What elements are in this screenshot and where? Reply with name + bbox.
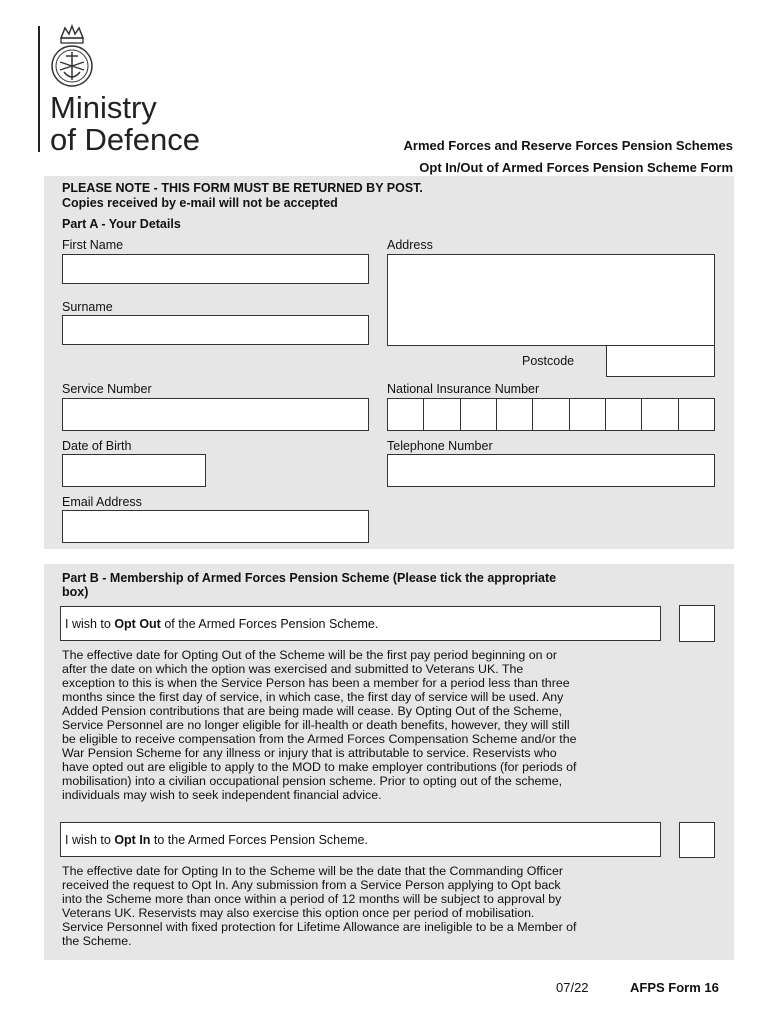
opt-in-text-line: Veterans UK. Reservists may also exercise this option once per period of mobilisation.: [62, 906, 535, 920]
surname-label: Surname: [62, 300, 113, 314]
opt-in-checkbox[interactable]: [679, 822, 715, 858]
opt-in-text-line: received the request to Opt In. Any submission from a Service Person applying to Opt back: [62, 878, 561, 892]
opt-out-text-line: The effective date for Opting Out of the Scheme will be the first pay period beginning on or: [62, 648, 557, 662]
opt-out-text-line: after the date on which the option was exercised and submitted to Veterans UK. The: [62, 662, 524, 676]
date-of-birth-label: Date of Birth: [62, 439, 132, 453]
opt-in-statement: [60, 822, 661, 857]
opt-out-keyword: Opt Out: [114, 617, 161, 631]
service-number-label: Service Number: [62, 382, 152, 396]
email-label: Email Address: [62, 495, 142, 509]
opt-in-text-line: into the Scheme more than once within a period of 12 months will be subject to approval by: [62, 892, 562, 906]
opt-in-text-line: the Scheme.: [62, 934, 132, 948]
form-title-line-2: Opt In/Out of Armed Forces Pension Scheme Form: [419, 160, 733, 175]
opt-out-text-line: Service Personnel are no longer eligible for ill-health or death benefits, however, they will still: [62, 718, 570, 732]
address-field[interactable]: [387, 254, 715, 346]
opt-in-text-line: Service Personnel with fixed protection for Lifetime Allowance are ineligible to be a Member of: [62, 920, 577, 934]
telephone-label: Telephone Number: [387, 439, 493, 453]
opt-out-text-line: individuals may wish to seek independent financial advice.: [62, 788, 382, 802]
telephone-field[interactable]: [387, 454, 715, 487]
opt-in-text-line: The effective date for Opting In to the Scheme will be the date that the Commanding Officer: [62, 864, 563, 878]
opt-out-text-line: exception to this is when the Service Person has been a member for a period less than three: [62, 676, 570, 690]
postcode-label: Postcode: [522, 354, 575, 368]
opt-in-suffix: to the Armed Forces Pension Scheme.: [150, 833, 368, 847]
ni-char-box[interactable]: [642, 399, 678, 430]
opt-in-prefix: I wish to: [65, 833, 115, 847]
ni-char-box[interactable]: [461, 399, 497, 430]
part-b-heading-line-2: box): [62, 585, 89, 599]
national-insurance-label: National Insurance Number: [387, 382, 540, 396]
ni-char-box[interactable]: [679, 399, 714, 430]
ni-char-box[interactable]: [424, 399, 460, 430]
date-of-birth-field[interactable]: [62, 454, 206, 487]
ni-char-box[interactable]: [497, 399, 533, 430]
opt-out-explanation: [62, 648, 702, 802]
ministry-of-defence-logo-text: [50, 92, 200, 156]
part-b-heading-line-1: Part B - Membership of Armed Forces Pension Scheme (Please tick the appropriate: [62, 571, 557, 585]
service-number-field[interactable]: [62, 398, 369, 431]
opt-out-text-line: War Pension Scheme for any illness or injury that is attributable to service. Reservists who: [62, 746, 557, 760]
email-field[interactable]: [62, 510, 369, 543]
opt-out-checkbox[interactable]: [679, 605, 715, 642]
opt-out-statement: [60, 606, 661, 641]
footer-date: 07/22: [556, 980, 589, 995]
logo-line-1: Ministry: [50, 90, 157, 125]
opt-out-text-line: have opted out are eligible to apply to the MOD to make employer contributions (for periods of: [62, 760, 577, 774]
opt-out-text-line: be eligible to receive compensation from the Armed Forces Compensation Scheme and/or the: [62, 732, 577, 746]
footer-form-id: AFPS Form 16: [630, 980, 719, 995]
surname-field[interactable]: [62, 315, 369, 345]
address-label: Address: [387, 238, 433, 252]
opt-out-prefix: I wish to: [65, 617, 115, 631]
first-name-label: First Name: [62, 238, 124, 252]
opt-out-text-line: Added Pension contributions that are being made will cease. By Opting Out of the Scheme,: [62, 704, 563, 718]
opt-in-keyword: Opt In: [114, 833, 151, 847]
first-name-field[interactable]: [62, 254, 369, 284]
ni-char-box[interactable]: [570, 399, 606, 430]
notice-line-2: Copies received by e-mail will not be accepted: [62, 196, 338, 210]
logo-divider: [38, 26, 40, 152]
notice-line-1: PLEASE NOTE - THIS FORM MUST BE RETURNED BY POST.: [62, 181, 423, 195]
ni-char-box[interactable]: [533, 399, 569, 430]
postcode-field[interactable]: [606, 345, 715, 377]
part-a-heading: Part A - Your Details: [62, 217, 181, 231]
opt-out-text-line: mobilisation) into a civilian occupational pension scheme. Prior to opting out of the scheme,: [62, 774, 563, 788]
part-b-heading: [62, 571, 702, 599]
opt-out-text-line: months since the first day of service, in which case, the first day of service will be used. Any: [62, 690, 564, 704]
royal-crest-icon: [47, 22, 97, 92]
opt-out-suffix: of the Armed Forces Pension Scheme.: [160, 617, 379, 631]
national-insurance-field[interactable]: [387, 398, 715, 431]
ni-char-box[interactable]: [606, 399, 642, 430]
opt-in-explanation: [62, 864, 702, 948]
logo-line-2: of Defence: [50, 122, 200, 157]
ni-char-box[interactable]: [388, 399, 424, 430]
form-title-line-1: Armed Forces and Reserve Forces Pension Schemes: [403, 138, 733, 153]
